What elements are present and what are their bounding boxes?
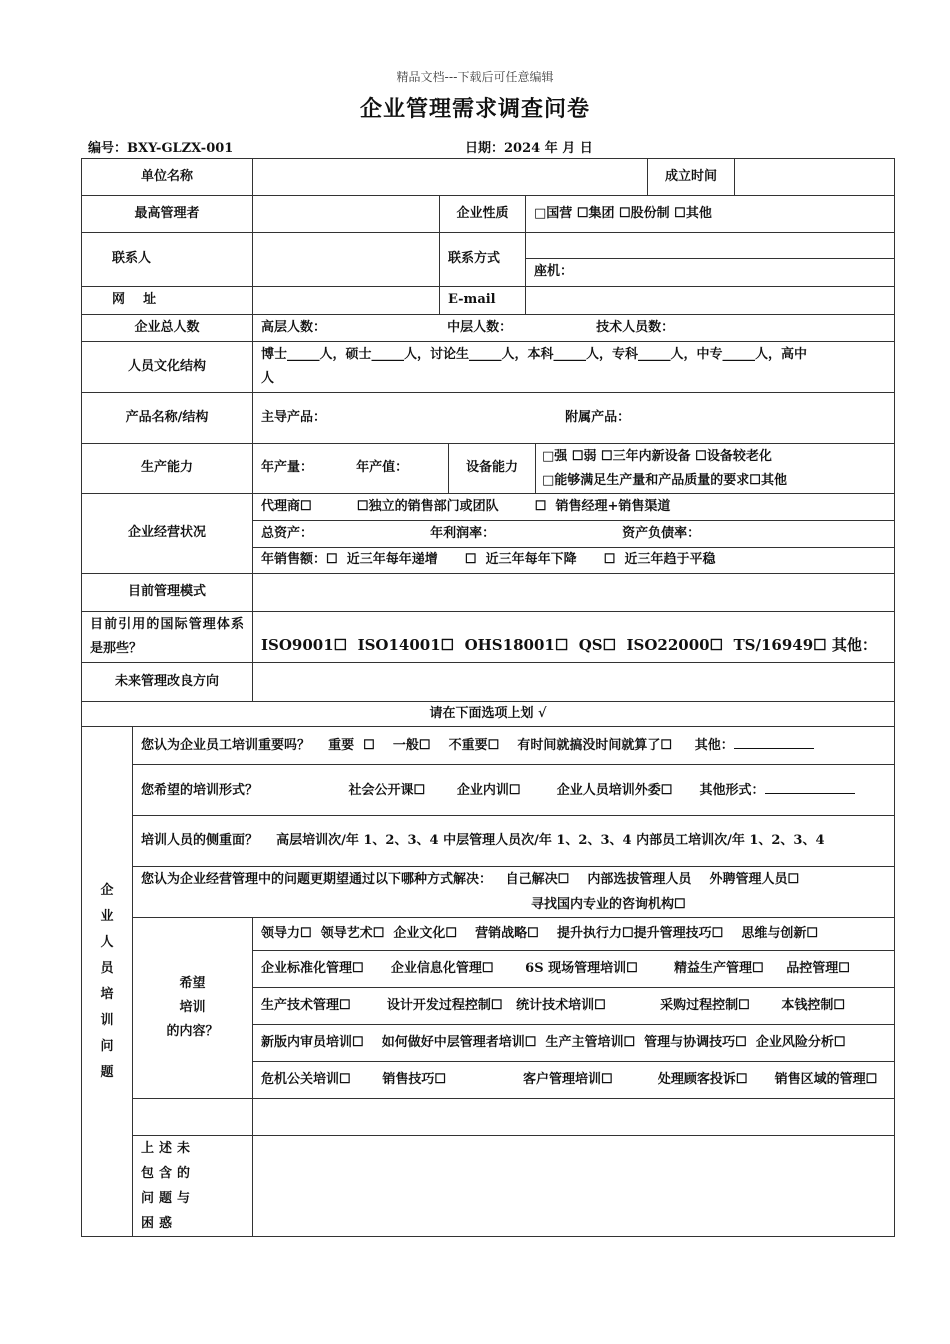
field-founded[interactable] bbox=[735, 159, 895, 196]
label-total-staff: 企业总人数 bbox=[82, 315, 253, 342]
annual-output-label: 年产量： bbox=[261, 460, 314, 476]
product-sub-label: 附属产品： bbox=[565, 409, 631, 425]
content-label-line-3: 的内容？ bbox=[166, 1024, 219, 1039]
iso-options[interactable]: ISO9001☐ ISO14001☐ OHS18001☐ QS☐ ISO22000☐ TS/16949☐ 其他： bbox=[253, 612, 895, 663]
training-q1[interactable]: 您认为企业员工培训重要吗？ 重要 ☐ 一般☐ 不重要☐ 有时间就搞没时间就算了☐ 其他： bbox=[133, 727, 895, 765]
survey-table bbox=[81, 158, 895, 1237]
content-option-row[interactable]: 企业标准化管理☐ 企业信息化管理☐ 6S 现场管理培训☐ 精益生产管理☐ 品控管理☐ bbox=[253, 951, 895, 988]
document-code: 编号：BXY-GLZX-001 bbox=[88, 141, 234, 156]
ops-line-3[interactable]: 年销售额：☐ 近三年每年递增 ☐ 近三年每年下降 ☐ 近三年趋于平稳 bbox=[253, 548, 895, 574]
training-content-label bbox=[133, 918, 253, 1099]
label-product: 产品名称/结构 bbox=[82, 393, 253, 444]
field-landline[interactable]: 座机： bbox=[526, 259, 895, 287]
label-capacity: 生产能力 bbox=[82, 444, 253, 494]
ops-profit-label: 年利润率： bbox=[430, 525, 496, 541]
content-label-line-2: 培训 bbox=[179, 1000, 206, 1015]
field-top-manager[interactable] bbox=[253, 196, 440, 233]
content-option-row[interactable]: 领导力☐ 领导艺术☐ 企业文化☐ 营销战略☐ 提升执行力☐提升管理技巧☐ 思维与创新☐ bbox=[253, 918, 895, 951]
label-contact-method: 联系方式 bbox=[440, 233, 526, 287]
equip-options[interactable] bbox=[536, 444, 895, 494]
content-option-row[interactable]: 生产技术管理☐ 设计开发过程控制☐ 统计技术培训☐ 采购过程控制☐ 本钱控制☐ bbox=[253, 988, 895, 1025]
label-ent-nature: 企业性质 bbox=[440, 196, 526, 233]
field-uncovered[interactable] bbox=[253, 1136, 895, 1237]
annual-value-label: 年产值： bbox=[356, 460, 409, 476]
field-mgmt-mode[interactable] bbox=[253, 574, 895, 612]
label-email: E-mail bbox=[440, 287, 526, 315]
label-equip: 设备能力 bbox=[449, 444, 536, 494]
content-option-row[interactable]: 危机公关培训☐ 销售技巧☐ 客户管理培训☐ 处理顾客投诉☐ 销售区域的管理☐ bbox=[253, 1062, 895, 1099]
document-date: 日期：2024 年 月 日 bbox=[465, 141, 593, 156]
capacity-fields[interactable] bbox=[253, 444, 449, 494]
training-section-label bbox=[82, 727, 133, 1237]
label-top-manager: 最高管理者 bbox=[82, 196, 253, 233]
training-section-vertical-text: 企业人员培训问题 bbox=[100, 882, 114, 1080]
ops-line-1[interactable]: 代理商☐ ☐独立的销售部门或团队 ☐ 销售经理+销售渠道 bbox=[253, 494, 895, 521]
label-ops: 企业经营状况 bbox=[82, 494, 253, 574]
field-website[interactable] bbox=[253, 287, 440, 315]
label-iso-question bbox=[82, 612, 253, 663]
product-fields[interactable] bbox=[253, 393, 895, 444]
watermark-text: 精品文档---下载后可任意编辑 bbox=[396, 70, 554, 84]
ent-nature-options[interactable]: □国营 ☐集团 ☐股份制 ☐其他 bbox=[526, 196, 895, 233]
q2-other-blank[interactable] bbox=[765, 779, 855, 794]
training-q2[interactable]: 您希望的培训形式？ 社会公开课☐ 企业内训☐ 企业人员培训外委☐ 其他形式： bbox=[133, 765, 895, 816]
label-edu-structure: 人员文化结构 bbox=[82, 342, 253, 393]
edu-line-2: 人 bbox=[261, 371, 275, 386]
edu-line-1: 博士_____人，硕士_____人，讨论生_____人，本科_____人，专科_____人，中专_____人，高中 bbox=[261, 347, 808, 362]
ops-assets-label: 总资产： bbox=[261, 525, 314, 541]
q1-other-blank[interactable] bbox=[734, 734, 814, 749]
iso-question-text: 目前引用的国际管理体系是那些？ bbox=[90, 617, 245, 656]
label-founded: 成立时间 bbox=[648, 159, 735, 196]
field-mobile[interactable] bbox=[526, 233, 895, 259]
staff-mid-label: 中层人数： bbox=[447, 319, 513, 335]
field-contact[interactable] bbox=[253, 233, 440, 287]
blank-field-cell[interactable] bbox=[253, 1099, 895, 1136]
field-email[interactable] bbox=[526, 287, 895, 315]
label-uncovered bbox=[133, 1136, 253, 1237]
label-unit-name: 单位名称 bbox=[82, 159, 253, 196]
label-contact: 联系人 bbox=[82, 233, 253, 287]
page-title: 企业管理需求调查问卷 bbox=[359, 96, 590, 122]
label-future: 未来管理改良方向 bbox=[82, 663, 253, 702]
uncovered-text: 上述未包含的问题与困惑 bbox=[141, 1141, 196, 1231]
product-main-label: 主导产品： bbox=[261, 409, 327, 425]
equip-line-2: □能够满足生产量和产品质量的要求☐其他 bbox=[542, 472, 787, 488]
staff-high-label: 高层人数： bbox=[261, 319, 327, 335]
staff-tech-label: 技术人员数： bbox=[596, 319, 675, 335]
blank-label-cell bbox=[133, 1099, 253, 1136]
field-unit-name[interactable] bbox=[253, 159, 648, 196]
label-website: 网 址 bbox=[82, 287, 253, 315]
ops-line-2[interactable] bbox=[253, 521, 895, 548]
training-q3[interactable]: 培训人员的侧重面？ 高层培训次/年 1、2、3、4 中层管理人员次/年 1、2、3、4 内部员工培训次/年 1、2、3、4 bbox=[133, 816, 895, 867]
field-future[interactable] bbox=[253, 663, 895, 702]
staff-counts bbox=[253, 315, 895, 342]
training-q4-line-1: 您认为企业经营管理中的问题更期望通过以下哪种方式解决： 自己解决☐ 内部选拔管理人员 外聘管理人员☐ bbox=[141, 872, 800, 887]
content-option-row[interactable]: 新版内审员培训☐ 如何做好中层管理者培训☐ 生产主管培训☐ 管理与协调技巧☐ 企业风险分析☐ bbox=[253, 1025, 895, 1062]
training-q4-line-2: 寻找国内专业的咨询机构☐ bbox=[531, 897, 686, 912]
label-mgmt-mode: 目前管理模式 bbox=[82, 574, 253, 612]
content-label-line-1: 希望 bbox=[179, 976, 206, 991]
edu-structure-fields[interactable] bbox=[253, 342, 895, 393]
instruction-row: 请在下面选项上划 √ bbox=[82, 702, 895, 727]
training-q4[interactable] bbox=[133, 867, 895, 918]
ops-debt-label: 资产负债率： bbox=[622, 525, 701, 541]
equip-line-1: □强 ☐弱 ☐三年内新设备 ☐设备较老化 bbox=[542, 448, 772, 464]
